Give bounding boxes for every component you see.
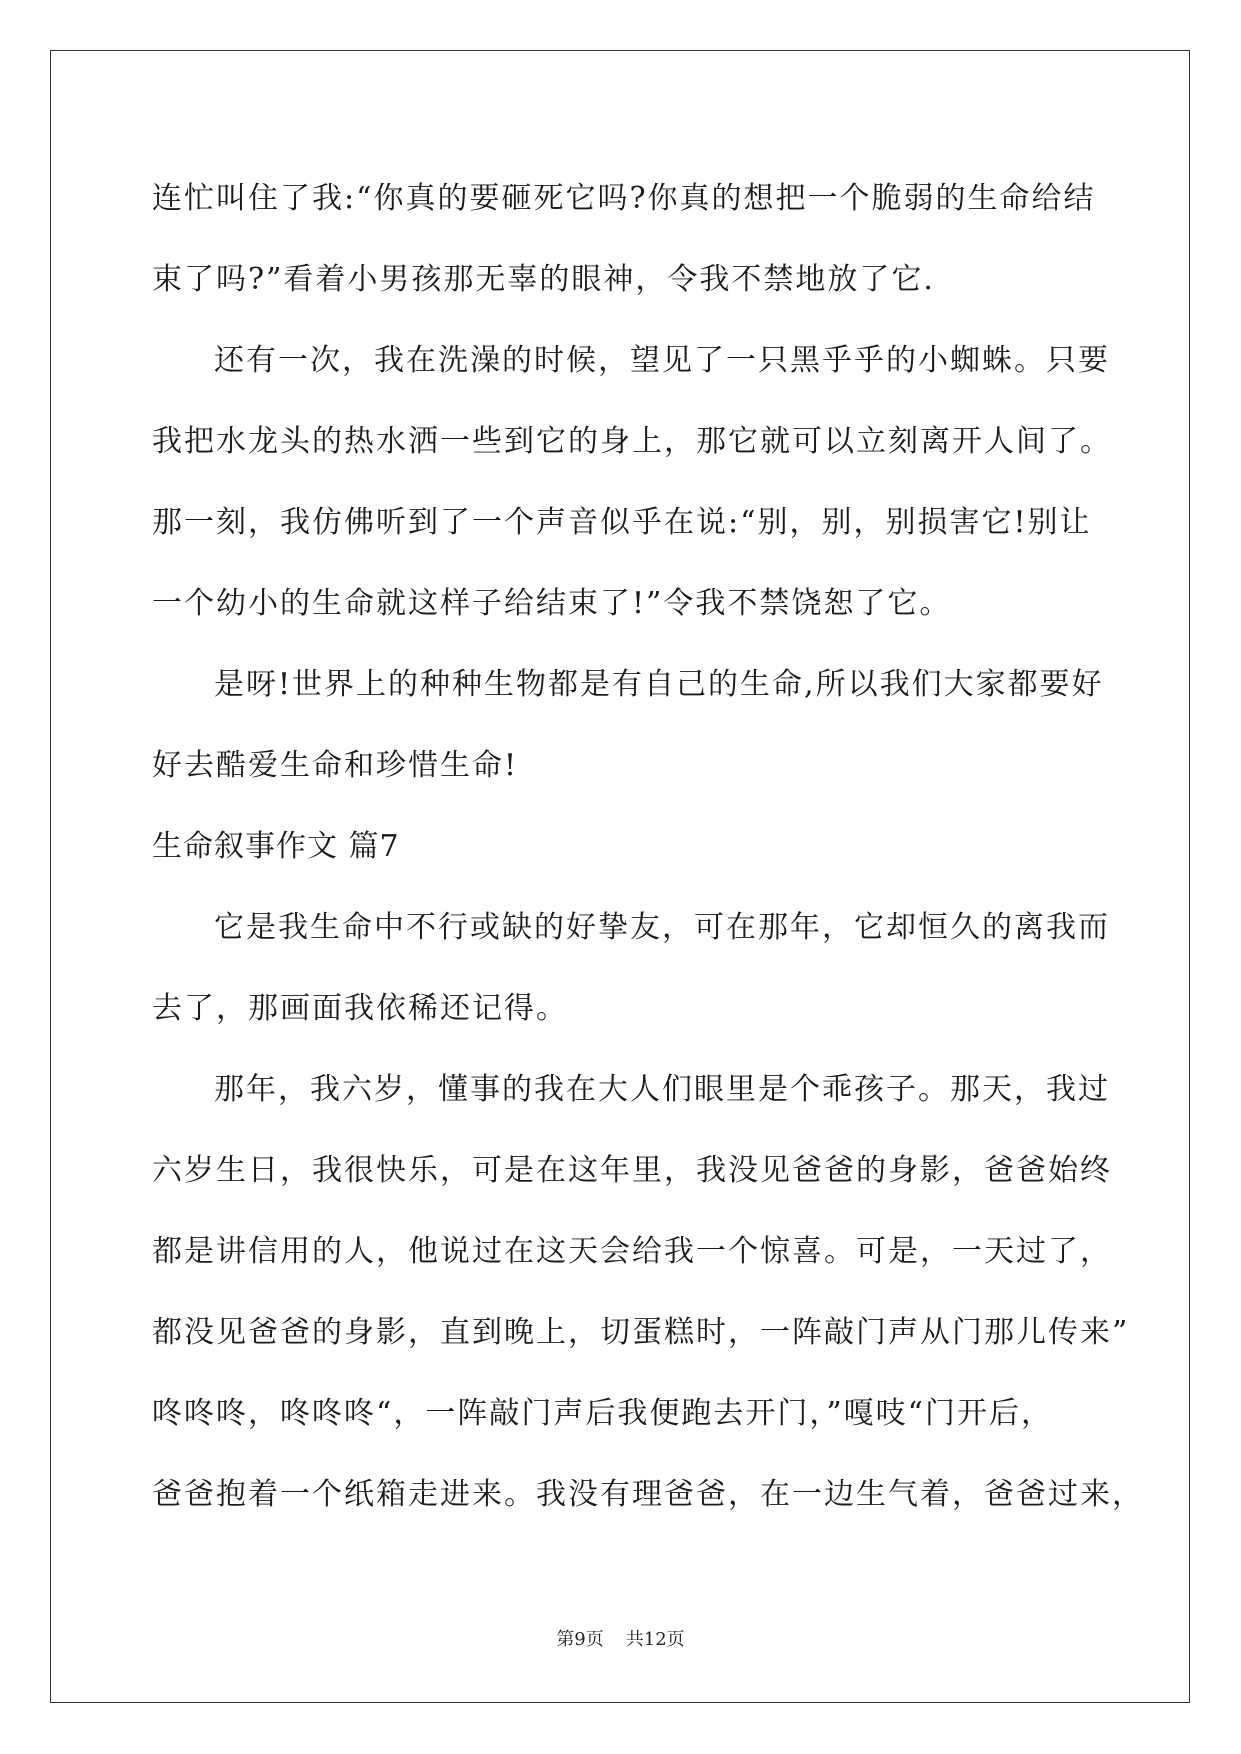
paragraph-start-line: 那年，我六岁，懂事的我在大人们眼里是个乖孩子。那天，我过: [214, 1072, 1110, 1107]
text-line: 都没见爸爸的身影，直到晚上，切蛋糕时，一阵敲门声从门那儿传来”: [152, 1315, 1130, 1350]
text-line: 咚咚咚，咚咚咚“，一阵敲门声后我便跑去开门，”嘎吱“门开后，: [152, 1396, 1054, 1431]
text-line: 爸爸抱着一个纸箱走进来。我没有理爸爸，在一边生气着，爸爸过来，: [152, 1477, 1144, 1512]
text-line: 那一刻，我仿佛听到了一个声音似乎在说:“别，别，别损害它!别让: [152, 505, 1092, 540]
document-body: [152, 158, 1144, 1535]
text-line: 好去酷爱生命和珍惜生命!: [152, 748, 519, 783]
text-line: 六岁生日，我很快乐，可是在这年里，我没见爸爸的身影，爸爸始终: [152, 1153, 1112, 1188]
page-number: 第9页: [556, 1629, 604, 1650]
text-line: 都是讲信用的人，他说过在这天会给我一个惊喜。可是，一天过了，: [152, 1234, 1112, 1269]
paragraph-start-line: 还有一次，我在洗澡的时候，望见了一只黑乎乎的小蜘蛛。只要: [214, 343, 1110, 378]
text-line: 一个幼小的生命就这样子给结束了!”令我不禁饶恕了它。: [152, 586, 952, 621]
page-footer: [0, 1625, 1241, 1651]
text-line: 束了吗?”看着小男孩那无辜的眼神，令我不禁地放了它.: [152, 262, 935, 297]
text-line: 我把水龙头的热水洒一些到它的身上，那它就可以立刻离开人间了。: [152, 424, 1112, 459]
text-line: 去了，那画面我依稀还记得。: [152, 991, 568, 1026]
paragraph-start-line: 它是我生命中不行或缺的好挚友，可在那年，它却恒久的离我而: [214, 910, 1110, 945]
paragraph-start-line: 是呀!世界上的种种生物都是有自己的生命,所以我们大家都要好: [214, 667, 1104, 702]
page-total: 共12页: [625, 1629, 685, 1650]
text-line: 连忙叫住了我:“你真的要砸死它吗?你真的想把一个脆弱的生命给结: [152, 181, 1096, 216]
section-heading: 生命叙事作文 篇7: [152, 829, 400, 864]
